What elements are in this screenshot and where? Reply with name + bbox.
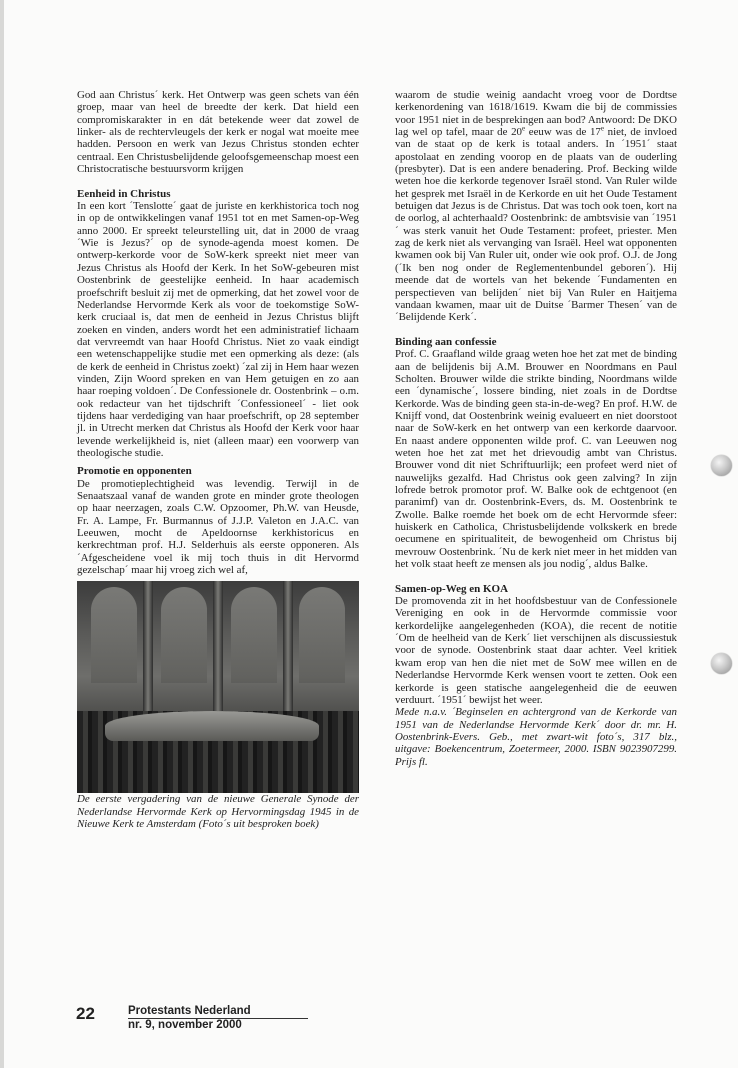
heading-sow-koa: Samen-op-Weg en KOA bbox=[395, 582, 509, 595]
promotie-paragraph: De promotieplechtigheid was levendig. Terwijl in de Senaatszaal vanaf de wanden grote en minder grote theologen op haar neerzagen, zoals C.W. Opzoomer, Ph.W. van Heusde, Fr. A. Lampe, Fr. Burmannus of J.J.P. Valeton en J.A.C. van Leeuwen, mocht de Apeldoornse kerkhistoricus en kerkrechtman prof. H.J. Selderhuis als eerste opponeren. Als ´Afgescheidene voel ik mij toch thuis in dit Hervormd gezelschap´ maar hij vroeg zich wel af, bbox=[77, 477, 359, 577]
heading-promotie: Promotie en opponenten bbox=[77, 465, 192, 478]
book-reference: Mede n.a.v. ´Beginselen en achtergrond van de Kerkorde van 1951 van de Nederlandse Hervormde Kerk´ door dr. mr. H. Oostenbrink-Evers. Geb., met zwart-wit foto´s, 317 blz., uitgave: Boekencentrum, Zoetermeer, 2000. ISBN 9023907299. Prijs fl. bbox=[395, 706, 677, 768]
issue-info: nr. 9, november 2000 bbox=[128, 1019, 242, 1031]
photo-caption: De eerste vergadering van de nieuwe Generale Synode der Nederlandse Hervormde Kerk op Hervormingsdag 1945 in de Nieuwe Kerk te Amsterdam (Foto´s uit besproken boek) bbox=[77, 793, 359, 830]
page-number: 22 bbox=[76, 1004, 95, 1023]
eenheid-paragraph: In een kort ´Tenslotte´ gaat de juriste en kerkhistorica toch nog in op de ontwikkelingen vanaf 1951 tot en met Samen-op-Weg anno 2000. Er spreekt teleurstelling uit, dat in 2000 de vraag ´Wie is Jezus?´ op de synode-agenda moest komen. De ontwerp-kerkorde voor de SoW-kerk spreekt niet meer van Jezus Christus als Hoofd der Kerk. In het SoW-gebeuren mist Oostenbrink de geestelijke eenheid. In haar academisch proefschrift besluit zij met de opmerking, dat het zowel voor de Nederlandse Hervormde Kerk als voor de toekomstige SoW-kerk cruciaal is, dat men de eenheid in Jezus Christus blijft zoeken en vinden, anders wordt het een administratief lichaam dat vervreemdt van haar Hoofd Christus. Niet zo vaak eindigt een wetenschappelijke studie met een opmerking als deze: (als de kerk de eenheid in Christus zoekt) ´zal zij in Hem haar wezen vinden, Zijn Woord spreken en van Hem getuigen en zo aan haar roeping voldoen´. De Confessionele dr. Oostenbrink – o.m. ook redacteur van het tijdschrift ´Confessioneel´ - liet ook tijdens haar verdediging van haar proefschrift, op 28 september jl. in Utrecht merken dat Christus als Hoofd der Kerk voor haar levende werkelijkheid is, niet (alleen maar) een voorwerp van theologische studie. bbox=[77, 200, 359, 459]
right-column bbox=[395, 89, 677, 768]
left-column bbox=[77, 89, 359, 830]
right-intro-paragraph: waarom de studie weinig aandacht vroeg voor de Dordtse kerkenordening van 1618/1619. Kwam die bij de commissies voor 1951 niet in de besprekingen aan bod? Antwoord: De DKO lag wel op tafel, maar de 20e eeuw was de 17e niet, de invloed van de staat op de kerk is totaal anders. In ´1951´ staat apostolaat en zending voorop en de plaats van de ouderling (presbyter). Dat is een andere benadering. Prof. Becking wilde weten hoe die kerkorde tegenover Israël stond. Van Ruler wilde het gesprek met Israël in de Kerkorde en uit het Oude Testament betuigen dat Jezus is de Christus. Dat was toch ook toen, kort na de oorlog, al achterhaald? Oostenbrink: de ambtsvisie van ´1951´ was sterk vanuit het Oude Testament: profeet, priester. Men zag de kerk niet als vervanging van Israël. Heel wat opponenten kwamen ook bij Van Ruler uit, onder wie ook prof. O.J. de Jong (´Ik ben nog onder de Reglementenbundel geboren´). Hij meende dat de wortels van het bekende ´Fundamenten en perspectieven van belijden´ niet bij Van Ruler en Haitjema vandaan kwamen, maar uit de Duitse ´Barmer Thesen´ van de ´Belijdende Kerk´. bbox=[395, 89, 677, 324]
binding-paragraph: Prof. C. Graafland wilde graag weten hoe het zat met de binding aan de belijdenis bij A.M. Brouwer en Noordmans en Paul Scholten. Brouwer wilde die strikte binding, Noordmans wilde een ´dynamische´, lossere binding, niet zoals in de Dordtse Kerkorde. Was de binding geen sta-in-de-weg? En prof. H.W. de Knijff vond, dat Oostenbrink weinig evalueert en niet doorstoot naar de SoW-kerk en het ontwerp van een kerkorde daarvoor. En naast andere opponenten wilde prof. C. van Leeuwen nog weten hoe het zat met het drievoudig ambt van Christus. Brouwer vond dit niet Schriftuurlijk; een profeet werd niet of nauwelijks gezalfd. Had Christus ook geen zalving? In zijn lofrede betrok promotor prof. W. Balke ook de echtgenoot (en paranimf) van dr. Oostenbrink-Evers, ds. M. Oostenbrink te Zwolle. Balke roemde het boek om de echt Hervormde sfeer: huiskerk en Catholica, Christusbelijdende volkskerk en brede oecumene en spiritualiteit, de bewogenheid om Christus bij mevrouw Oostenbrink. ´Nu de kerk niet meer in het midden van het volk staat heeft ze mensen als jou nodig´, aldus Balke. bbox=[395, 348, 677, 571]
punch-hole-top bbox=[711, 455, 732, 476]
punch-hole-bottom bbox=[711, 653, 732, 674]
heading-eenheid: Eenheid in Christus bbox=[77, 187, 171, 200]
heading-binding: Binding aan confessie bbox=[395, 335, 497, 348]
scan-edge bbox=[0, 0, 4, 1068]
magazine-title: Protestants Nederland bbox=[128, 1005, 251, 1017]
sow-koa-paragraph: De promovenda zit in het hoofdsbestuur van de Confessionele Vereniging en ook in de Hervormde commissie voor kerkordelijke aangelegenheden (KOA), die recent de notitie ´Om de heelheid van de Kerk´ liet verschijnen als discussiestuk voor de synode. Oostenbrink staat daar achter. Veel kritiek kwam erop van hen die niet met de SoW mee willen en de Nederlandse Hervormde Kerk wensen voort te zetten. Ook een kerkorde is geen statische aangelegenheid die de eeuwen verduurt. ´1951´ bewijst het weer. bbox=[395, 595, 677, 706]
synod-photo bbox=[77, 581, 359, 793]
left-intro-paragraph: God aan Christus´ kerk. Het Ontwerp was geen schets van één groep, maar van heel de breedte der kerk. Dat hield een compromiskarakter in en dát betekende weer dat zowel de linker- als de rechtervleugels der kerk er nogal wat moeite mee hadden. Persoon en werk van Jezus Christus stonden echter centraal. Een Christusbelijdende geloofsgemeenschap moest een Christocratische bestuursvorm krijgen bbox=[77, 89, 359, 176]
